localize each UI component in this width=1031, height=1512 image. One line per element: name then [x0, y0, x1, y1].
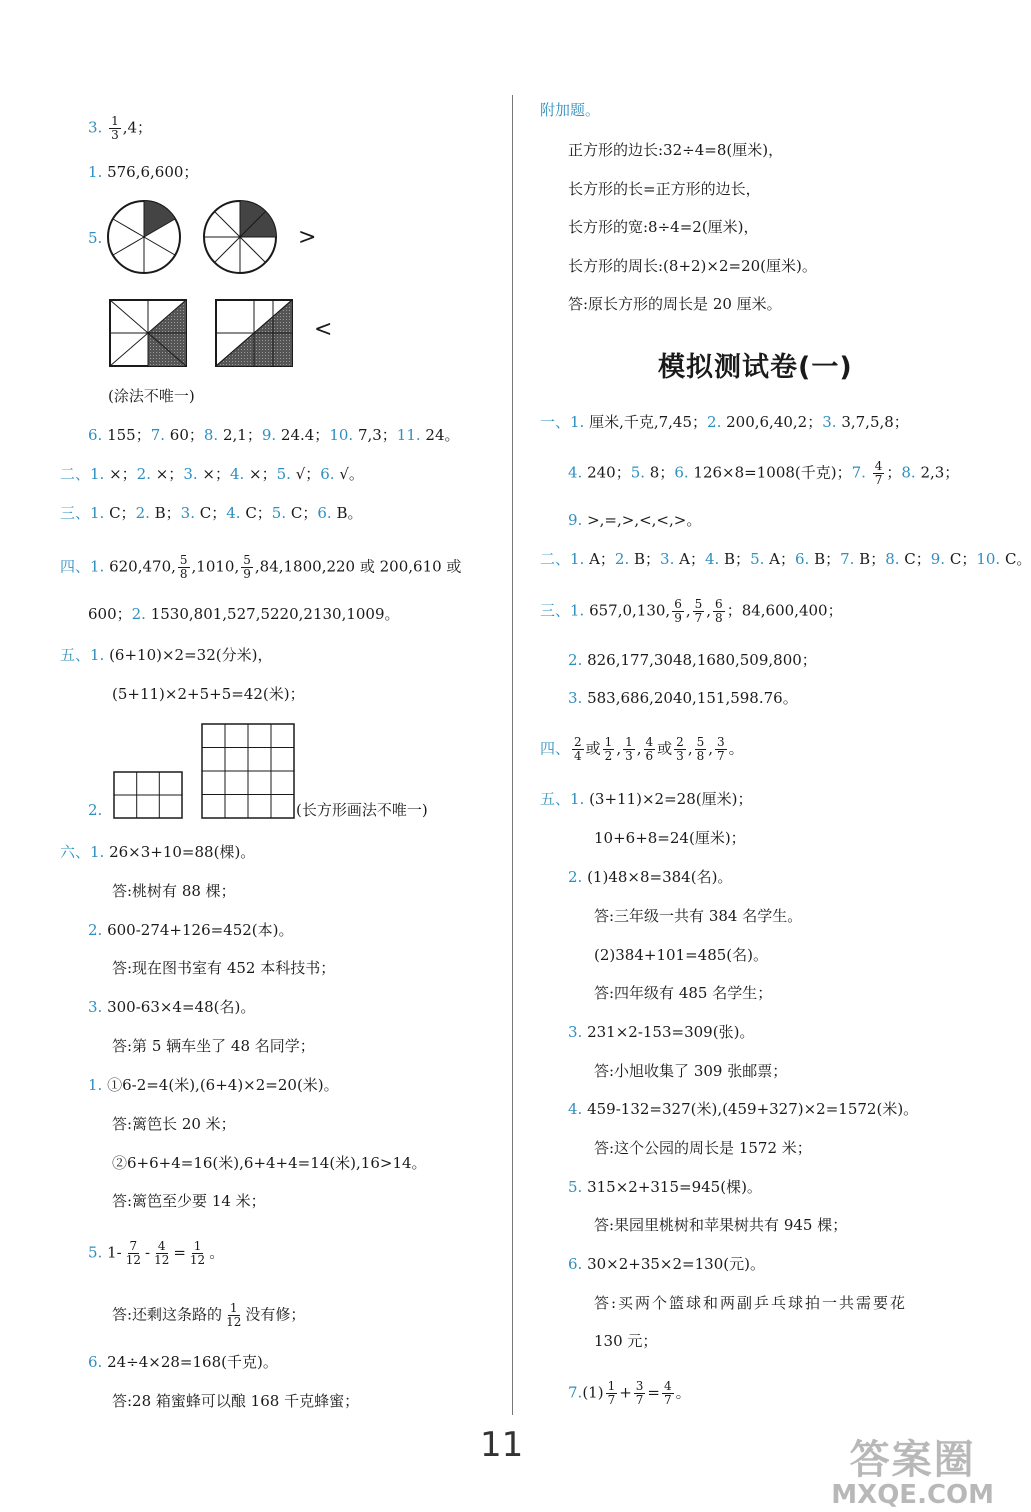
exam-1-section-1-line-3: 9. >,=,>,<,<,>。 — [568, 511, 702, 529]
fraction: $\frac{5}{8}$ — [179, 553, 188, 581]
rectangle-grids — [112, 722, 302, 822]
answer-text: (2)384+101=485(名)。 — [594, 946, 768, 964]
answer-text: 10+6+8=24(厘米)； — [594, 829, 746, 847]
exam-1-section-1-line-2: 4. 240；5. 8；6. 126×8=1008(千克)；7. $\frac{4}{7}$ ；8. 2,3； — [568, 459, 960, 487]
answer-text: 答:现在图书室有 452 本科技书； — [112, 959, 336, 977]
answer-text: 正方形的边长:32÷4=8(厘米)， — [568, 141, 784, 159]
fraction: $\frac{7}{12}$ — [125, 1239, 141, 1267]
exam-1-section-5-5: 5. 315×2+315=945(棵)。 — [568, 1178, 762, 1196]
section-6-answer-1: 六、1. 26×3+10=88(棵)。 — [60, 843, 256, 861]
square-diagram-2 — [216, 300, 292, 366]
section-5-answer-2: 2. — [88, 801, 103, 819]
answer-text: 130 元； — [594, 1332, 658, 1350]
answer-text: 答:买两个篮球和两副乒乓球拍一共需要花 — [594, 1294, 908, 1312]
column-divider — [512, 95, 513, 1415]
answer-text: 答:果园里桃树和苹果树共有 945 棵； — [594, 1216, 848, 1234]
exam-1-section-5-4: 4. 459-132=327(米),(459+327)×2=1572(米)。 — [568, 1100, 919, 1118]
note-not-unique: (涂法不唯一) — [108, 387, 195, 405]
exam-1-section-5-6: 6. 30×2+35×2=130(元)。 — [568, 1255, 765, 1273]
fraction: $\frac{4}{6}$ — [645, 735, 654, 763]
exam-1-section-4: 四、 $\frac{2}{4}$ 或 $\frac{1}{2}$ , $\frac{1}{3}$ , $\frac{4}{6}$ 或 $\frac{2}{3}$ , $\frac{5}{8}$ , $\frac{3}{7}$ 。 — [540, 735, 744, 763]
square-diagrams — [108, 298, 308, 370]
fraction: $\frac{6}{9}$ — [674, 597, 682, 625]
fraction: $\frac{5}{7}$ — [694, 597, 703, 625]
section-6-answer-2: 2. 600-274+126=452(本)。 — [88, 921, 294, 939]
answer-5-label: 5. — [88, 229, 103, 247]
exam-1-section-5-7: 7.(1) $\frac{1}{7}$ + $\frac{3}{7}$ = $\frac{4}{7}$ 。 — [568, 1379, 691, 1407]
exam-1-section-3-line-3: 3. 583,686,2040,151,598.76。 — [568, 689, 798, 707]
fraction: $\frac{1}{12}$ — [189, 1239, 206, 1267]
answer-text: ②6+6+4=16(米),6+4+4=14(米),16>14。 — [112, 1154, 427, 1172]
answer-text: 答:三年级一共有 384 名学生。 — [594, 907, 803, 925]
fraction: $\frac{4}{7}$ — [874, 459, 883, 487]
fraction: $\frac{1}{3}$ — [625, 735, 633, 763]
section-5-answer-1b: (5+11)×2+5+5=42(米)； — [112, 685, 305, 703]
watermark-logo: 答案圈 MXQE.COM — [831, 1437, 994, 1510]
answer-text: 答:28 箱蜜蜂可以酿 168 千克蜂蜜； — [112, 1392, 360, 1410]
page-number: 11 — [480, 1425, 524, 1465]
fraction: $\frac{5}{9}$ — [243, 553, 251, 581]
fraction: $\frac{3}{7}$ — [717, 735, 725, 763]
section-6-answer-5a: 答:还剩这条路的 $\frac{1}{12}$ 没有修； — [112, 1301, 306, 1329]
exam-1-section-5-2: 2. (1)48×8=384(名)。 — [568, 868, 733, 886]
fraction: $\frac{2}{4}$ — [574, 735, 582, 763]
grid-large — [202, 724, 294, 818]
exam-1-section-5-1: 五、1. (3+11)×2=28(厘米)； — [540, 790, 753, 808]
answer-text: 长方形的宽:8÷4=2(厘米)， — [568, 218, 759, 236]
section-3-answers: 三、1. C；2. B；3. C；4. C；5. C；6. B。 — [60, 504, 363, 522]
circle-diagrams — [105, 198, 305, 278]
fraction: $\frac{1}{3}$ — [111, 114, 119, 142]
answer-text: 长方形的长=正方形的边长， — [568, 180, 761, 198]
square-diagram-1 — [110, 300, 186, 366]
answer-text: 答:原长方形的周长是 20 厘米。 — [568, 295, 782, 313]
answer-text: 答:篱笆至少要 14 米； — [112, 1192, 266, 1210]
circle-diagram-2 — [204, 201, 276, 273]
exam-1-section-3-line-1: 三、1. 657,0,130, $\frac{6}{9}$ , $\frac{5}{7}$ , $\frac{6}{8}$ ；84,600,400； — [540, 597, 843, 625]
fraction: $\frac{1}{12}$ — [226, 1301, 242, 1329]
section-5-answer-1: 五、1. (6+10)×2=32(分米)， — [60, 646, 273, 664]
section-6-answer-5: 5. 1- $\frac{7}{12}$ - $\frac{4}{12}$ = $\frac{1}{12}$ 。 — [88, 1239, 225, 1267]
fraction: $\frac{1}{2}$ — [604, 735, 613, 763]
note-rectangle: (长方形画法不唯一) — [296, 801, 428, 819]
answer-text: 长方形的周长:(8+2)×2=20(厘米)。 — [568, 257, 817, 275]
compare-less: < — [314, 317, 333, 342]
answer-text: 答:四年级有 485 名学生； — [594, 984, 773, 1002]
grid-small — [114, 772, 182, 818]
answer-text: 答:小旭收集了 309 张邮票； — [594, 1062, 788, 1080]
bonus-heading: 附加题。 — [540, 101, 601, 119]
exam-1-section-5-3: 3. 231×2-153=309(张)。 — [568, 1023, 755, 1041]
section-4-answer-1: 四、1. 620,470, $\frac{5}{8}$ ,1010, $\frac{5}{9}$ ,84,1800,220 或 200,610 或 — [60, 553, 462, 581]
exam-1-section-2: 二、1. A；2. B；3. A；4. B；5. A；6. B；7. B；8. C；9. C；10. C。 — [540, 550, 1031, 568]
answer-3: 3. $\frac{1}{3}$ ,4； — [88, 114, 153, 142]
answer-text: 答:篱笆长 20 米； — [112, 1115, 236, 1133]
fraction: $\frac{1}{7}$ — [607, 1379, 616, 1407]
fraction: $\frac{4}{12}$ — [154, 1239, 170, 1267]
section-title: 模拟测试卷(一) — [658, 352, 853, 383]
shaded-sector — [144, 201, 175, 237]
section-6-answer-6: 6. 24÷4×28=168(千克)。 — [88, 1353, 278, 1371]
section-6-answer-4: 1. ①6-2=4(米),(6+4)×2=20(米)。 — [88, 1076, 339, 1094]
section-6-answer-3: 3. 300-63×4=48(名)。 — [88, 998, 256, 1016]
section-2-answers: 二、1. ×；2. ×；3. ×；4. ×；5. √；6. √。 — [60, 465, 364, 483]
section-4-answer-2: 600；2. 1530,801,527,5220,2130,1009。 — [88, 605, 400, 623]
fraction: $\frac{2}{3}$ — [676, 735, 684, 763]
answer-4: 1. 576,6,600； — [88, 163, 199, 181]
fraction: $\frac{4}{7}$ — [664, 1379, 672, 1407]
fraction: $\frac{5}{8}$ — [696, 735, 705, 763]
circle-diagram-1 — [108, 201, 180, 273]
answers-6-11: 6. 155；7. 60；8. 2,1；9. 24.4；10. 7,3；11. 24。 — [88, 426, 460, 444]
exam-1-section-1-line-1: 一、1. 厘米,千克,7,45；2. 200,6,40,2；3. 3,7,5,8； — [540, 413, 909, 431]
fraction: $\frac{3}{7}$ — [635, 1379, 644, 1407]
compare-greater: > — [298, 225, 317, 250]
fraction: $\frac{6}{8}$ — [715, 597, 723, 625]
answer-text: 答:桃树有 88 棵； — [112, 882, 236, 900]
exam-1-section-3-line-2: 2. 826,177,3048,1680,509,800； — [568, 651, 817, 669]
answer-text: 答:第 5 辆车坐了 48 名同学； — [112, 1037, 315, 1055]
answer-text: 答:这个公园的周长是 1572 米； — [594, 1139, 812, 1157]
